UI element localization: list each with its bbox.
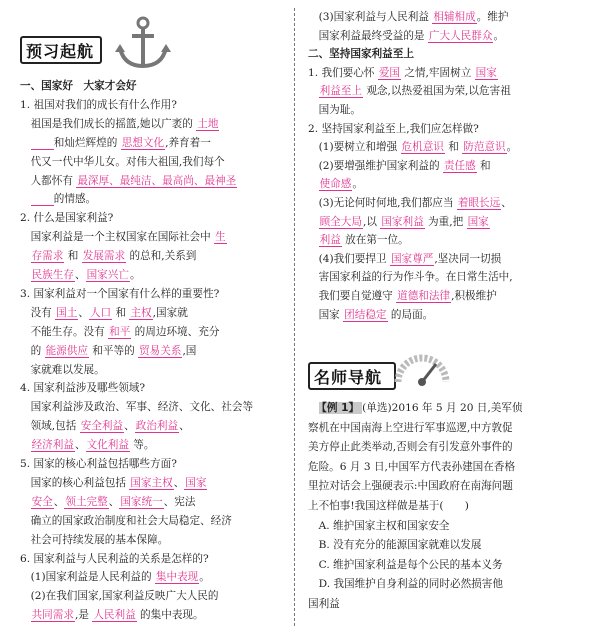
answer-blank: 集中表现 [155,571,199,584]
text-run: 察机在中国南海上空进行军事巡逻,中方敦促 [308,421,513,434]
text-run: 2. 坚持国家利益至上,我们应怎样做? [308,122,479,135]
text-run: 、 [173,476,185,489]
text-run: 、 [179,420,190,433]
section-heading: 一、国家好 大家才会好 [20,80,137,92]
text-line [308,178,363,191]
text-run: (3)无论何时何地,我们都应当 [308,197,457,209]
text-line [20,571,210,584]
text-line [308,11,508,24]
text-run: 。维护 [476,11,509,23]
example-line [308,461,515,474]
text-line [308,123,479,136]
answer-blank: 责任感 [443,159,476,172]
text-line [308,141,517,154]
answer-blank: 最深厚、最纯洁、最高尚、最神圣 [77,174,237,187]
text-line [20,496,196,509]
text-line [20,458,177,471]
answer-blank: 能源供应 [45,344,88,357]
text-run: (3)国家利益与人民利益 [308,11,433,23]
text-run: ,国 [182,344,197,357]
text-line [20,345,196,358]
answer-blank: 存需求 [31,250,64,263]
answer-blank: 安全 [31,495,53,508]
text-run: B. 没有充分的能源国家就难以发展 [308,539,482,552]
answer-blank: 人民利益 [93,609,136,622]
text-run: 的总和,关系到 [126,250,197,263]
example-line [308,520,450,533]
text-run [20,137,31,149]
answer-blank: 爱国 [378,66,400,79]
text-line [308,253,501,266]
answer-blank: 共同需求 [31,609,74,622]
answer-blank: 和平 [109,325,131,338]
text-line [20,175,237,188]
answer-blank: 国土 [56,306,78,319]
text-run: ,以 [362,215,381,228]
text-line [20,156,225,169]
answer-blank: 国家利益 [381,215,424,228]
text-run: (单选)2016 年 5 月 20 日,美军侦 [362,402,523,414]
text-run [308,178,319,190]
example-line [308,422,513,435]
text-run: 国家利益最终受益的是 [308,29,428,42]
text-line [308,48,414,61]
answer-blank: 土地 [197,117,219,130]
text-run: 国家 [308,308,344,321]
text-run [308,216,319,228]
text-run: 。 [506,141,518,154]
answer-blank: 危机意识 [401,141,444,154]
text-run: 。 [199,571,210,584]
text-run: 确立的国家政治制度和社会大局稳定、经济 [20,514,232,527]
text-run [308,402,319,414]
text-run: C. 维护国家利益是每个公民的基本义务 [308,558,503,571]
answer-blank: 使命感 [319,178,352,191]
example-line [308,500,469,513]
text-run: 等。 [129,439,155,452]
text-line [308,30,504,43]
text-run: 上不怕事!我国这样做是基于( ) [308,500,469,512]
text-line [308,216,490,229]
text-run: ,国家就 [152,306,188,319]
text-run [20,496,31,508]
text-line [308,197,512,210]
example-line [308,578,503,591]
text-line [20,553,209,566]
answer-blank: 相辅相成 [433,11,476,23]
text-run: 、 [501,197,512,209]
text-run: 国家利益涉及政治、军事、经济、文化、社会等 [20,401,254,414]
text-run: 和平等的 [88,344,139,357]
answer-blank: 广大人民群众 [428,29,493,42]
gauge-icon [392,348,452,390]
answer-blank: 防范意识 [463,141,506,154]
text-line [20,288,219,301]
answer-blank: 利益至上 [319,85,362,98]
answer-blank: 贸易关系 [139,344,182,357]
answer-blank: 国家 [185,476,207,489]
text-line [20,477,207,490]
example-line [308,559,503,572]
text-run: 为重,把 [424,215,467,228]
text-run: 国家利益是一个主权国家在国际社会中 [20,231,215,244]
text-line [20,364,105,377]
text-run: 。 [129,269,141,281]
answer-blank: 领土完整 [65,495,108,508]
text-run: 的情感。 [53,193,97,206]
text-run: 、 [53,495,65,508]
answer-blank: 发展需求 [82,250,126,263]
answer-blank: 思想文化 [121,136,165,149]
text-line [20,231,227,244]
text-run: 领域,包括 [20,420,80,433]
header-title: 名师导航 [314,368,383,387]
text-run: D. 我国维护自身利益的同时必然损害他 [308,578,503,591]
answer-blank: 利益 [319,234,341,247]
text-run: (1)国家利益是人民利益的 [20,571,155,584]
text-run: 之情,牢固树立 [401,66,475,79]
header-title: 预习起航 [26,42,95,61]
text-line [20,80,137,93]
text-run: 5. 国家的核心利益包括哪些方面? [20,458,177,470]
text-line [20,118,219,131]
answer-blank: 主权 [130,306,152,319]
text-line [20,609,204,622]
text-run: 家就难以发展。 [20,363,105,376]
answer-blank [31,193,54,206]
text-run: 我们要自觉遵守 [308,290,397,302]
text-run: 危险。6 月 3 日,中国军方代表孙建国在香格 [308,460,516,473]
text-run: 和 [444,141,463,154]
answer-blank [31,137,54,150]
answer-blank: 国家 [467,215,489,228]
text-run: 、 [78,306,89,319]
text-run: 的周边环境、充分 [131,325,220,338]
answer-blank: 着眼长远 [457,197,501,209]
example-line [308,480,513,493]
text-run: 6. 国家利益与人民利益的关系是怎样的? [20,552,209,565]
text-run: 、 [124,420,135,433]
text-line [308,160,491,173]
text-run: 2. 什么是国家利益? [20,212,114,225]
text-line [20,99,177,112]
example-line [308,402,523,415]
text-run: 和灿烂辉煌的 [53,136,121,149]
answer-blank: 民族生存 [31,269,74,281]
answer-blank: 国家 [475,66,497,79]
answer-blank: 国家尊严 [390,252,434,265]
text-line [20,307,188,320]
text-run: 3. 国家利益对一个国家有什么样的重要性? [20,287,220,300]
text-run: 和 [112,306,130,319]
text-run: ,积极维护 [451,290,497,302]
text-line [20,515,232,528]
text-line [20,193,96,206]
answer-blank: 国家主权 [130,476,173,489]
text-run: 观念,以热爱祖国为荣,以危害祖 [362,85,511,98]
answer-blank: 人口 [89,306,112,319]
column-divider [294,8,295,626]
text-line [20,382,145,395]
text-line [20,212,113,225]
text-line [20,137,211,150]
text-run: 的局面。 [387,308,434,321]
text-run: 、 [108,495,120,508]
section-heading: 二、坚持国家利益至上 [308,48,414,61]
text-run: 没有 [20,306,56,319]
text-run: 美方停止此类举动,否则会有引发意外事件的 [308,441,513,454]
text-run: 不能生存。没有 [20,325,109,338]
text-run [20,439,31,451]
text-run: 祖国是我们成长的摇篮,她以广袤的 [20,117,197,130]
text-run [20,193,31,205]
text-run: (1)要树立和增强 [308,141,401,154]
answer-blank: 政治利益 [135,420,179,433]
text-run: (2)要增强维护国家利益的 [308,159,443,172]
text-line [20,326,219,339]
answer-blank: 经济利益 [31,439,74,452]
text-run: 、宪法 [163,495,196,508]
text-run: 的集中表现。 [136,609,204,622]
text-run [20,269,31,281]
text-line [308,104,361,117]
text-line [308,271,513,284]
text-line [20,401,253,414]
text-line [20,590,218,603]
answer-blank: 国家兴亡 [86,269,129,281]
text-run: 。 [493,29,505,42]
text-line [308,67,498,80]
answer-blank: 团结稳定 [344,308,387,321]
section-header-guide [308,348,478,390]
text-line [308,85,511,98]
text-run: 国家的核心利益包括 [20,476,130,489]
answer-blank: 生 [215,231,226,244]
text-line [308,290,497,303]
text-run: (4)我们要捍卫 [308,252,390,265]
text-run: 害国家利益的行为作斗争。在日常生活中, [308,271,513,284]
answer-blank: 安全利益 [80,420,124,433]
text-run [20,250,31,262]
text-run: ,是 [74,609,93,622]
text-run: 国为耻。 [308,104,361,116]
text-run: 4. 国家利益涉及哪些领域? [20,382,146,395]
text-run: 放在第一位。 [341,234,409,247]
text-line [308,234,409,247]
text-run: 国利益 [308,598,340,610]
text-run [308,85,319,97]
example-line [308,441,513,454]
answer-blank: 顾全大局 [319,215,362,228]
text-run [308,234,319,246]
text-run: 1. 祖国对我们的成长有什么作用? [20,98,177,111]
text-run [20,609,31,621]
text-run: A. 维护国家主权和国家安全 [308,519,450,532]
text-run: 和 [64,250,82,263]
text-line [20,534,168,547]
text-run: 和 [476,159,491,172]
text-line [308,309,433,322]
text-run: 1. 我们要心怀 [308,66,378,79]
answer-blank: 国家统一 [120,495,163,508]
text-run: 、 [74,439,86,452]
text-line [20,420,190,433]
text-run: ,养育着一 [165,136,211,149]
example-tag: 【例 1】 [319,402,363,414]
section-header-preview [20,30,185,70]
text-run: 里拉对话会上强硬表示:中国政府在南海问题 [308,480,513,493]
text-run: 人都怀有 [20,174,77,187]
example-line [308,539,481,552]
example-line [308,598,340,611]
answer-blank: 道德和法律 [397,290,451,302]
text-run: (2)在我们国家,国家利益反映广大人民的 [20,590,219,603]
text-run: 代又一代中华儿女。对伟大祖国,我们每个 [20,155,225,168]
text-run: 社会可持续发展的基本保障。 [20,533,169,546]
text-run: ,坚决同一切损 [434,252,502,265]
anchor-icon [112,14,174,72]
text-run: 、 [74,269,86,281]
answer-blank: 文化利益 [86,439,129,452]
text-run: 。 [352,178,363,191]
text-run: 的 [20,344,45,357]
text-line [20,269,141,282]
text-line [20,250,196,263]
text-line [20,439,155,452]
